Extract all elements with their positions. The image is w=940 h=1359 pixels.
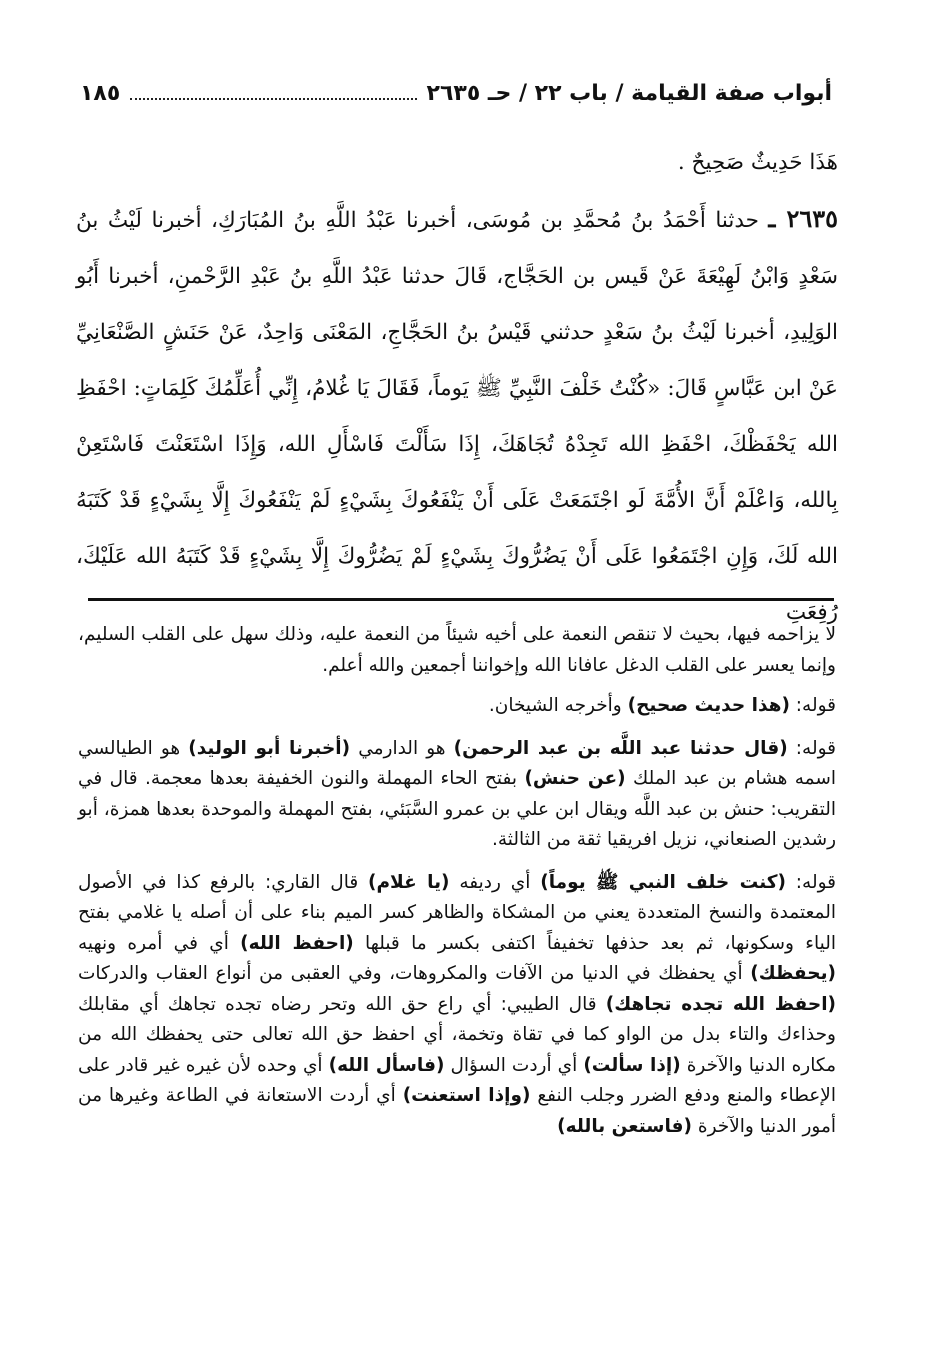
- quoted-phrase: (فاسأل الله): [328, 1054, 445, 1076]
- hadith-main-text: [76, 135, 838, 641]
- quoted-phrase: (عن حنش): [524, 768, 626, 789]
- commentary-text: قال القاري: بالرفع كذا في الأصول المعتمدة والنسخ المتعددة يعني من المشكاة والظاهر كسر الميم بناء على أن أصله يا غلامي بفتح الياء وسكونها، ثم بعد حذفها تخفيفاً اكتفى بكسر ما قبلها: [78, 871, 836, 954]
- quoted-phrase: (إذا سألت): [583, 1054, 681, 1076]
- hadith-text: حدثنا أَحْمَدُ بنُ مُحمَّدِ بن مُوسَى، أخبرنا عَبْدُ اللَّهِ بنُ المُبَارَكِ، أخبرنا لَيْثُ بنُ سَعْدٍ وَابْنُ لَهِيْعَةَ عَنْ قَيس بن الحَجَّاج، قَالَ حدثنا عَبْدُ اللَّهِ بنُ عَبْدِ الرَّحْمنِ، أخبرنا أَبُو الوَلِيدِ، أخبرنا لَيْثُ بنُ سَعْدٍ حدثني قَيْسُ بنُ الحَجَّاجِ، المَعْنَى وَاحِدٌ، عَنْ حَنَشٍ الصَّنْعَانِيِّ عَنْ ابن عَبَّاسٍ قَالَ: «كُنْتُ خَلْفَ النَّبِيِّ ﷺ يَوماً، فَقَالَ يَا غُلامُ، إِنِّي أُعَلِّمُكَ كَلِمَاتٍ: احْفَظِ الله يَحْفَظْكَ، احْفَظِ الله تَجِدْهُ تُجَاهَكَ، إِذَا سَأَلْتَ فَاسْأَلِ الله، وَإِذَا اسْتَعَنْتَ فَاسْتَعِنْ بِالله، وَاعْلَمْ أَنَّ الأُمَّةَ لَو اجْتَمَعَتْ عَلَى أَنْ يَنْفَعُوكَ بِشَيْءٍ لَمْ يَنْفَعُوكَ إِلَّا بِشَيْءٍ قَدْ كَتَبَهُ الله لَكَ، وَإِنِ اجْتَمَعُوا عَلَى أَنْ يَضُرُّوكَ بِشَيْءٍ لَمْ يَضُرُّوكَ إِلَّا بِشَيْءٍ قَدْ كَتَبَهُ الله عَلَيْكَ، رُفِعَتِ: [76, 208, 839, 625]
- quoted-phrase: (احفظ الله): [240, 932, 354, 954]
- commentary-text: أي أردت السؤال: [444, 1054, 584, 1076]
- commentary-text: قوله:: [787, 737, 836, 759]
- quoted-phrase: (يحفظك): [750, 963, 836, 984]
- commentary-text: أي وحده لأن غيره غير قادر على الإعطاء والمنع ودفع الضرر وجلب النفع: [78, 1054, 836, 1106]
- hadith-number: ٢٦٣٥ ـ: [768, 204, 838, 233]
- verdict-line: هَذَا حَدِيثٌ صَحِيحٌ .: [677, 150, 838, 175]
- commentary-text: أي في أمره ونهيه: [78, 932, 241, 954]
- quoted-phrase: (كنت خلف النبي ﷺ يوماً): [540, 871, 786, 893]
- commentary-text: بفتح الحاء المهملة والنون الخفيفة بعدها معجمة. قال في التقريب: حنش بن عبد اللَّه ويقال ابن علي بن عمرو السَّبَئي، بفتح المهملة والموحدة بعدها همزة، أبو رشدين الصنعاني، نزيل افريقيا ثقة من الثالثة.: [78, 768, 836, 850]
- commentary-paragraph-4: [78, 868, 836, 1143]
- hadith-paragraph: [76, 191, 838, 641]
- commentary-paragraph-2: [78, 691, 836, 722]
- commentary-text: قال الطيبي: أي راع حق الله وتحر رضاه تجده تجاهك أي مقابلك وحذاءك والتاء بدل من الواو كما في تقاة وتخمة، أي احفظ حق الله تعالى حتى يحفظك الله من مكاره الدنيا والآخرة: [78, 993, 836, 1076]
- footnote-divider: [88, 598, 834, 601]
- running-title: أبواب صفة القيامة / باب ٢٢ / حـ ٢٦٣٥: [426, 80, 832, 106]
- leader-dots: [130, 86, 416, 100]
- commentary-text: أي رديفه: [449, 871, 541, 893]
- commentary-section: [78, 620, 836, 1154]
- commentary-text: أي يحفظك في الدنيا من الآفات والمكروهات، وفي العقبى من أنواع العقاب والدركات: [78, 963, 751, 984]
- quoted-phrase: (يا غلام): [368, 871, 450, 893]
- commentary-text: قوله:: [789, 695, 836, 716]
- commentary-paragraph-3: [78, 734, 836, 856]
- quoted-phrase: (أخبرنا أبو الوليد): [188, 737, 351, 759]
- quoted-phrase: (فاستعن بالله): [557, 1115, 692, 1137]
- page-header: [80, 78, 832, 108]
- commentary-text: قوله:: [785, 871, 836, 893]
- commentary-text: هو الطيالسي اسمه هشام بن عبد الملك: [78, 737, 836, 789]
- quoted-phrase: (وإذا استعنت): [402, 1085, 531, 1106]
- commentary-text: وأخرجه الشيخان.: [488, 695, 628, 716]
- page-number: ١٨٥: [80, 80, 121, 106]
- quoted-phrase: (احفظ الله تجده تجاهك): [605, 993, 837, 1015]
- commentary-text: هو الدارمي: [350, 737, 454, 759]
- quoted-phrase: (قال حدثنا عبد اللَّه بن عبد الرحمن): [453, 737, 788, 759]
- quoted-phrase: (هذا حديث صحيح): [627, 695, 790, 716]
- commentary-paragraph-1: لا يزاحمه فيها، بحيث لا تنقص النعمة على أخيه شيئاً من النعمة عليه، وذلك سهل على القلب السليم، وإنما يعسر على القلب الدغل عافانا الله وإخواننا أجمعين والله أعلم.: [78, 624, 836, 676]
- commentary-text: أي أردت الاستعانة في الطاعة وغيرها من أمور الدنيا والآخرة: [78, 1085, 836, 1137]
